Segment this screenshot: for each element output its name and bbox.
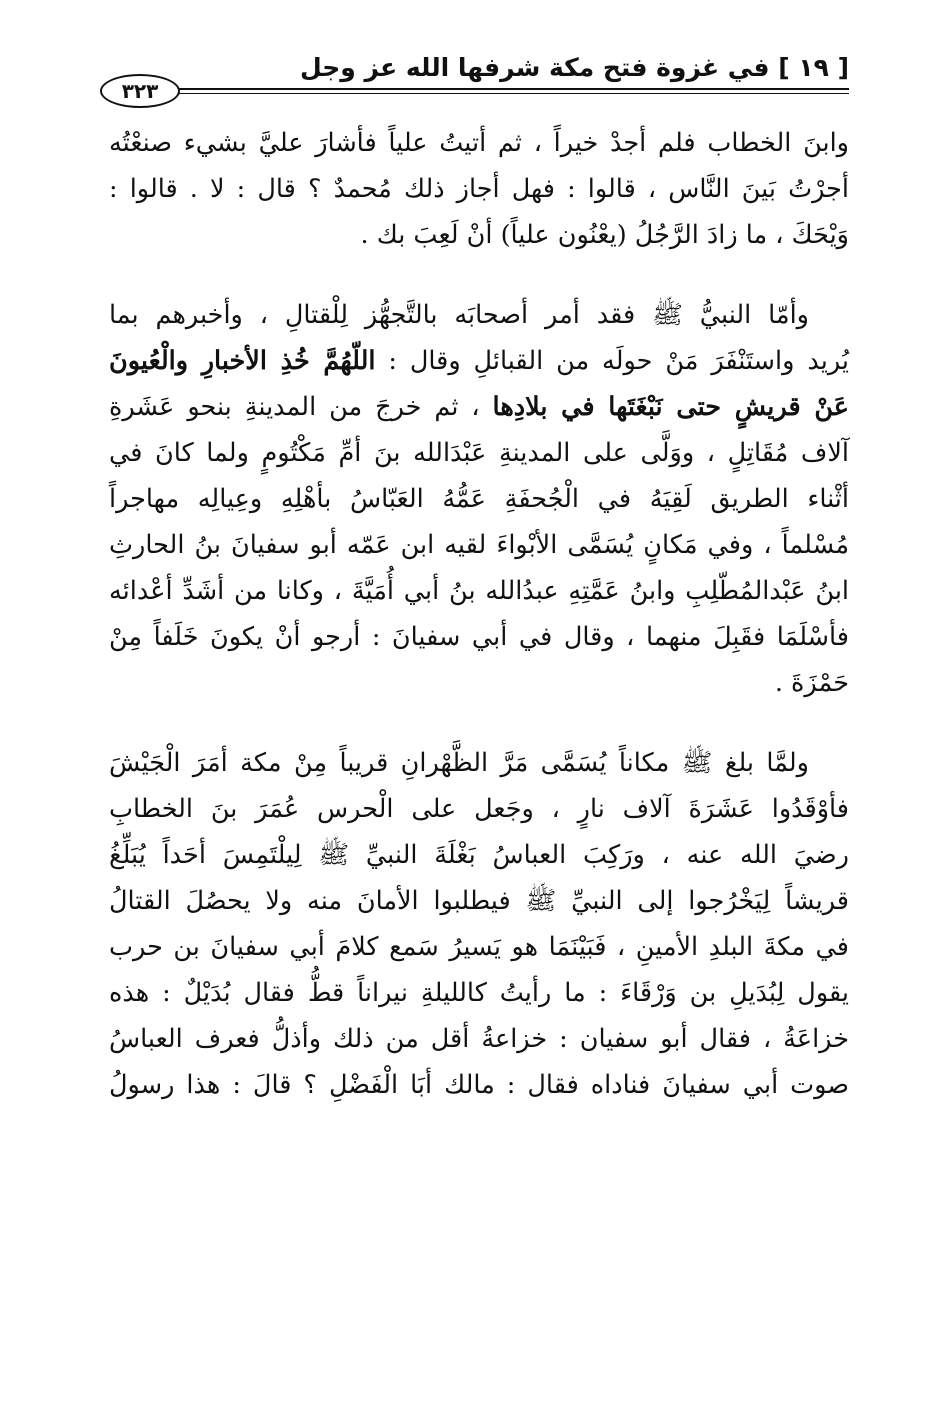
running-header: [100, 52, 849, 103]
chapter-number: [ ١٩ ]: [778, 53, 849, 82]
text-line: ابنُ عَبْدالمُطّلِبِ وابنُ عَمَّتِهِ عبدُالله بنُ أبي أُمَيَّةَ ، وكانا من أشَدِّ أعْدائه: [109, 576, 849, 606]
body-text: [109, 120, 849, 1108]
text-run: يُريد واستَنْفَرَ مَنْ حولَه من القبائلِ وقال :: [375, 346, 849, 376]
header-rule: [170, 88, 849, 90]
text-line: يقول لِبُدَيلِ بن وَرْقَاءَ : ما رأيتُ كالليلةِ نيراناً قطُّ فقال بُدَيْلٌ : هذه: [109, 978, 849, 1008]
text-line: فأوْقَدُوا عَشَرَةَ آلاف نارٍ ، وجَعل على الْحرس عُمَرَ بنَ الخطابِ: [109, 794, 849, 824]
text-line: رضيَ الله عنه ، ورَكِبَ العباسُ بَغْلَةَ النبيِّ ﷺ لِيلْتَمِسَ أحَداً يُبَلِّغُ: [109, 840, 849, 870]
text-line: مُسْلماً ، وفي مَكانٍ يُسَمَّى الأبْواءَ لقيه ابن عَمّه أبو سفيانَ بنُ الحارثِ: [109, 530, 849, 560]
text-line: [109, 338, 849, 384]
text-line: وأمّا النبيُّ ﷺ فقد أمر أصحابَه بالتَّجهُّز لِلْقتالِ ، وأخبرهم بما: [109, 300, 809, 330]
text-line: في مكةَ البلدِ الأمينِ ، فَبَيْنَمَا هو يَسيرُ سَمع كلامَ أبي سفيانَ بن حرب: [109, 932, 849, 962]
text-line: وَيْحَكَ ، ما زادَ الرَّجُلُ (يعْنُون علياً) أنْ لَعِبَ بك .: [360, 220, 849, 250]
text-line: [109, 384, 849, 430]
text-line: حَمْزَةَ .: [774, 668, 849, 698]
prophetic-quote: عَنْ قريشٍ حتى نَبْغَتَها في بلادِها: [492, 392, 849, 422]
chapter-heading: [300, 52, 849, 84]
text-line: صوت أبي سفيانَ فناداه فقال : مالك أبَا الْفَضْلِ ؟ قالَ : هذا رسولُ: [109, 1070, 849, 1100]
chapter-title: في غزوة فتح مكة شرفها الله عز وجل: [299, 53, 770, 82]
text-run: ، ثم خرجَ من المدينةِ بنحو عَشَرةِ: [109, 392, 493, 422]
paragraph-gap: [109, 258, 849, 292]
text-line: أجرْتُ بَينَ النَّاس ، قالوا : فهل أجاز ذلك مُحمدٌ ؟ قال : لا . قالوا :: [109, 174, 849, 204]
text-line: آلاف مُقَاتِلٍ ، ووَلَّى على المدينةِ عَبْدَالله بنَ أمِّ مَكْتُومٍ ولما كانَ في: [109, 438, 849, 468]
paragraph: [109, 120, 849, 258]
header-rule-thin: [170, 93, 849, 94]
text-line: خزاعَةُ ، فقال أبو سفيان : خزاعةُ أقل من ذلك وأذلُّ فعرف العباسُ: [109, 1024, 849, 1054]
paragraph: [109, 740, 849, 1108]
text-line: وابنَ الخطاب فلم أجدْ خيراً ، ثم أتيتُ علياً فأشارَ عليَّ بشيء صنعْتُه: [109, 128, 849, 158]
paragraph-gap: [109, 706, 849, 740]
text-line: قريشاً لِيَخْرُجوا إلى النبيِّ ﷺ فيطلبوا الأمانَ منه ولا يحصُلَ القتالُ: [109, 886, 849, 916]
text-line: فأسْلَمَا فقَبِلَ منهما ، وقال في أبي سفيانَ : أرجو أنْ يكونَ خَلَفاً مِنْ: [109, 622, 849, 652]
text-line: أثْناء الطريق لَقِيَهُ في الْجُحفَةِ عَمُّهُ العَبّاسُ بأهْلِهِ وعِيالِه مهاجراً: [109, 484, 849, 514]
prophetic-quote: اللّهُمَّ خُذِ الأخبارِ والْعُيونَ: [109, 346, 376, 376]
text-line: ولمَّا بلغ ﷺ مكاناً يُسَمَّى مَرَّ الظَّهْرانِ قريباً مِنْ مكة أمَرَ الْجَيْشَ: [109, 748, 809, 778]
page-number: ٣٢٣: [100, 74, 180, 108]
paragraph: [109, 292, 849, 706]
